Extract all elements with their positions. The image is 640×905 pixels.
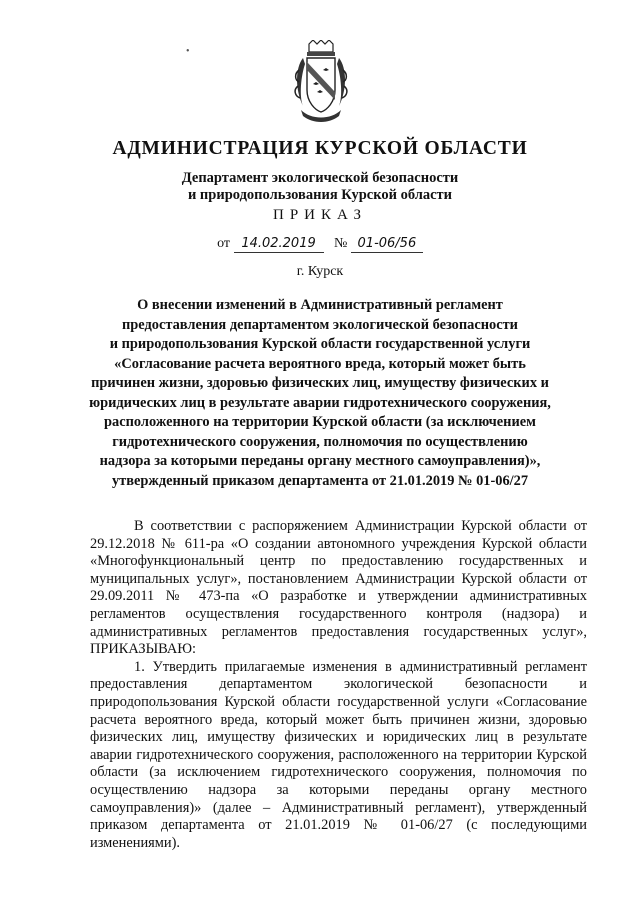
department-name: [0, 170, 640, 204]
city: г. Курск: [296, 264, 344, 279]
subject-line: О внесении изменений в Административный регламент: [137, 297, 503, 313]
subject-line: утвержденный приказом департамента от 21.01.2019 № 01-06/27: [111, 472, 529, 489]
subject-line: расположенного на территории Курской области (за исключением: [104, 414, 536, 430]
date-number-line: [0, 236, 640, 253]
organization-title: АДМИНИСТРАЦИЯ КУРСКОЙ ОБЛАСТИ: [112, 138, 528, 159]
subject-line: и природопользования Курской области государственной услуги: [109, 336, 531, 352]
coat-of-arms-icon: [293, 40, 349, 124]
subject-line: причинен жизни, здоровью физических лиц, имуществу физических и: [91, 375, 549, 391]
document-number: 01-06/56: [351, 236, 423, 253]
subject-line: юридических лиц в результате аварии гидротехнического сооружения,: [89, 394, 551, 411]
body-paragraph: В соответствии с распоряжением Администрации Курской области от 29.12.2018 № 611-ра «О создании автономного учреждения Курской области «Многофункциональный центр по предоставлению государственных и муниципальных услуг», постановлением Администрации Курской области от 29.09.2011 № 473-па «О разработке и утверждении административных регламентов осуществления государственного контроля (надзора) и административных регламентов предоставления государственных услуг», ПРИКАЗЫВАЮ:: [90, 518, 587, 658]
document-date: 14.02.2019: [234, 236, 324, 253]
scan-mark-icon: •: [186, 46, 190, 57]
document-subject: [88, 296, 552, 491]
document-body: [90, 518, 587, 852]
subject-line: предоставления департаментом экологической безопасности: [122, 316, 518, 333]
subject-line: гидротехнического сооружения, полномочия по осуществлению: [112, 433, 528, 450]
subject-line: надзора за которыми переданы органу местного самоуправления)»,: [99, 453, 541, 469]
date-prefix: от: [217, 236, 231, 251]
body-paragraph: 1. Утвердить прилагаемые изменения в административный регламент предоставления департаментом экологической безопасности и природопользования Курской области государственной услуги «Согласование расчета вероятного вреда, который может быть причинен жизни, здоровью физических лиц, имуществу физических и юридических лиц в результате аварии гидротехнического сооружения, расположенного на территории Курской области (за исключением гидротехнического сооружения, полномочия по осуществлению надзора за которыми переданы органу местного самоуправления)» (далее – Административный регламент), утвержденный приказом департамента от 21.01.2019 № 01-06/27 (с последующими изменениями).: [90, 658, 587, 851]
number-prefix: №: [334, 236, 348, 251]
subject-line: «Согласование расчета вероятного вреда, который может быть: [114, 355, 526, 372]
document-type: ПРИКАЗ: [273, 207, 367, 223]
department-line: Департамент экологической безопасности: [181, 170, 459, 186]
department-line: и природопользования Курской области: [187, 187, 453, 203]
